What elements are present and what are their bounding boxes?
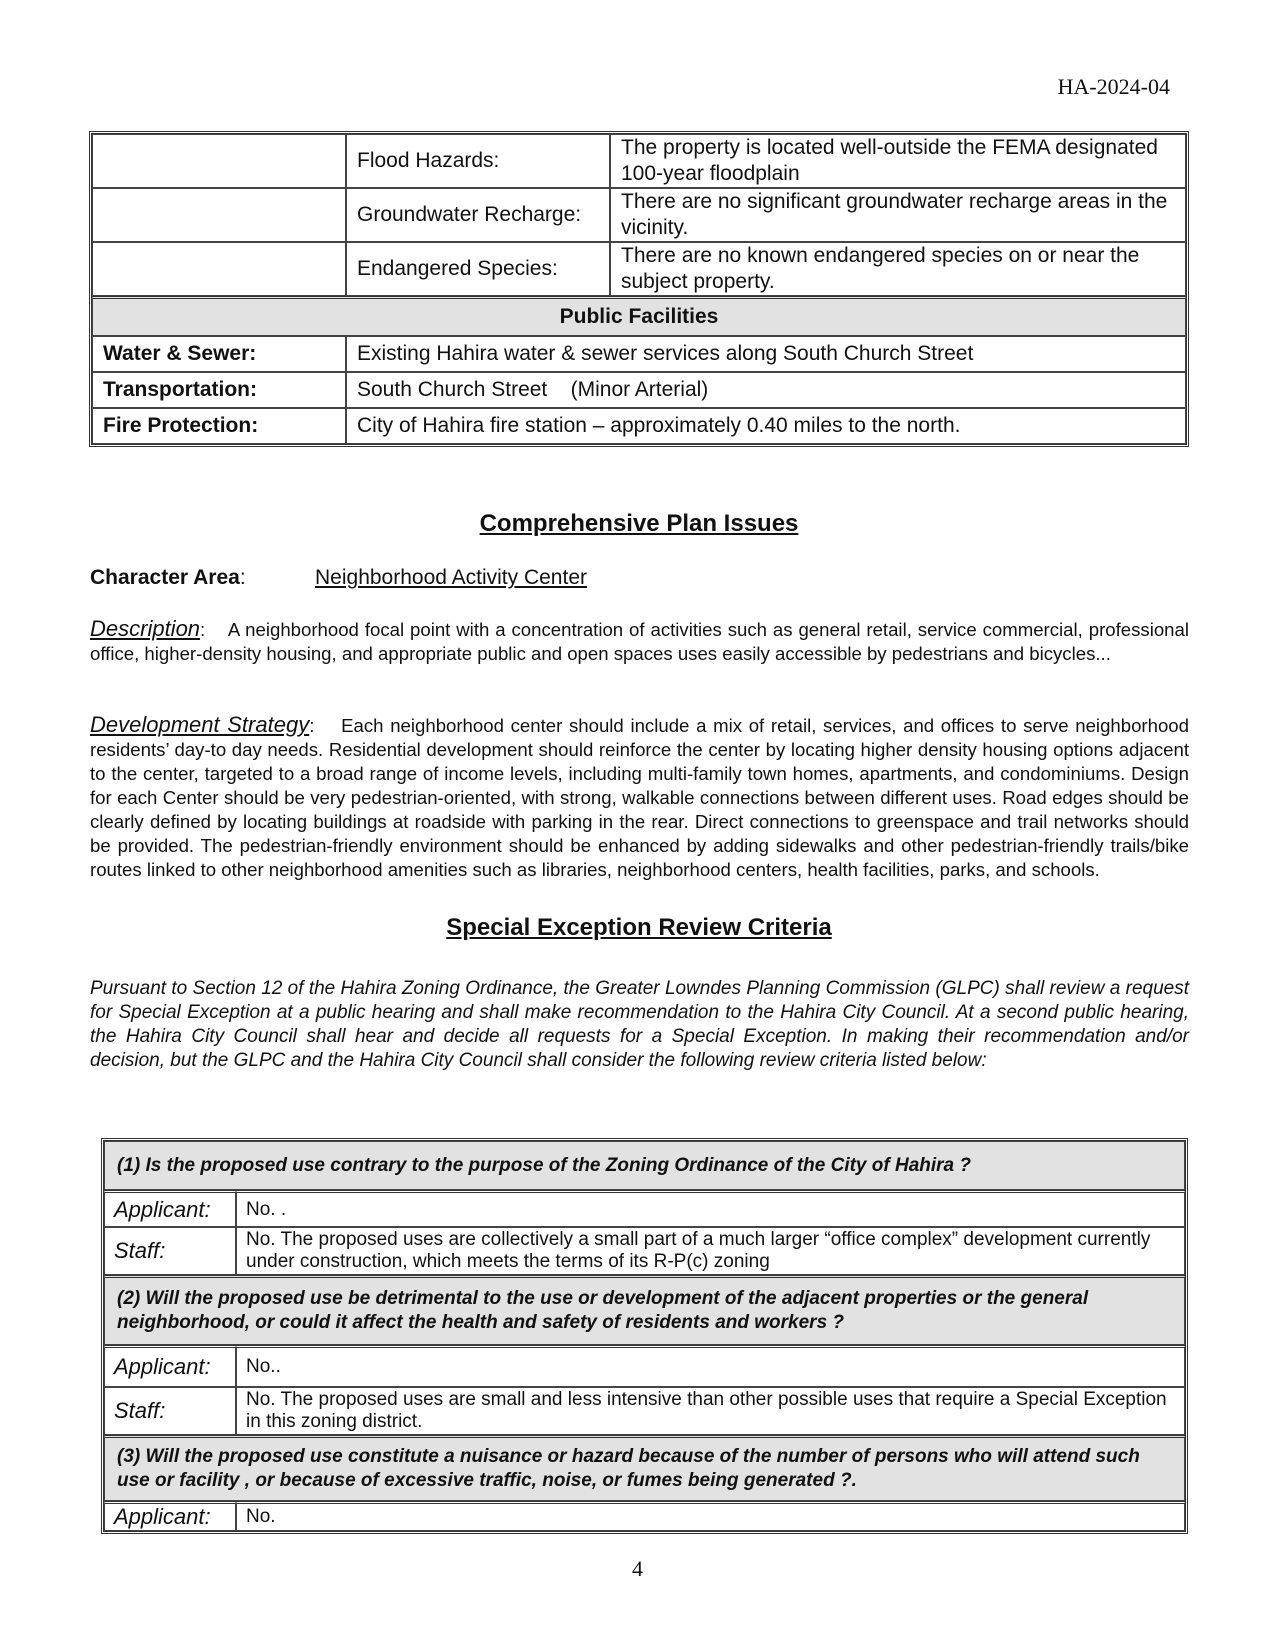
description-label: Description (90, 616, 201, 641)
table-row (92, 336, 1186, 372)
row-label: Water & Sewer: (92, 336, 346, 372)
staff-answer: No. The proposed uses are small and less intensive than other possible uses that require a Special Exception in this zoning district. (236, 1387, 1185, 1435)
table-row (92, 242, 1186, 296)
table-row (92, 134, 1186, 188)
table-row (92, 408, 1186, 444)
public-facilities-heading: Public Facilities (92, 296, 1186, 336)
table-row (104, 1345, 1185, 1387)
row-value: South Church Street (Minor Arterial) (346, 372, 1186, 408)
strategy-label: Development Strategy (90, 712, 310, 737)
empty-cell (92, 242, 346, 296)
table-row (104, 1501, 1185, 1531)
colon: : (239, 566, 246, 589)
row-value: City of Hahira fire station – approximately 0.40 miles to the north. (346, 408, 1186, 444)
row-label: Endangered Species: (346, 242, 610, 296)
table-row (104, 1227, 1185, 1275)
applicant-label: Applicant: (104, 1345, 236, 1387)
row-label: Groundwater Recharge: (346, 188, 610, 242)
table-row (104, 1190, 1185, 1227)
row-value: Existing Hahira water & sewer services along South Church Street (346, 336, 1186, 372)
applicant-label: Applicant: (104, 1501, 236, 1531)
applicant-answer: No.. (236, 1345, 1185, 1387)
row-value: There are no significant groundwater recharge areas in the vicinity. (610, 188, 1186, 242)
strategy-text: Each neighborhood center should include a mix of retail, services, and offices to serve neighborhood residents’ day-to day needs. Residential development should reinforce the center by locating higher density housing options adjacent to the center, targeted to a broad range of income levels, including multi-family town homes, apartments, and condominiums. Design for each Center should be very pedestrian-oriented, with strong, walkable connections between different uses. Road edges should be clearly defined by locating buildings at roadside with parking in the rear. Direct connections to greenspace and trail networks should be provided. The pedestrian-friendly environment should be enhanced by adding sidewalks and other pedestrian-friendly trails/bike routes linked to other neighborhood amenities such as libraries, neighborhood centers, health facilities, parks, and schools. (90, 715, 1189, 880)
character-area-label: Character Area (90, 566, 240, 589)
staff-label: Staff: (104, 1387, 236, 1435)
comprehensive-plan-heading: Comprehensive Plan Issues (479, 510, 799, 537)
row-value: The property is located well-outside the FEMA designated 100-year floodplain (610, 134, 1186, 188)
staff-label: Staff: (104, 1227, 236, 1275)
table-row (92, 372, 1186, 408)
table-row (104, 1387, 1185, 1435)
applicant-label: Applicant: (104, 1190, 236, 1227)
special-exception-heading: Special Exception Review Criteria (446, 914, 832, 941)
criterion-question: (2) Will the proposed use be detrimental to the use or development of the adjacent properties or the general neighborhood, or could it affect the health and safety of residents and workers ? (104, 1275, 1185, 1345)
empty-cell (92, 134, 346, 188)
strategy-paragraph: Development Strategy: Each neighborhood center should include a mix of retail, services, and offices to serve neighborhood residents’ day-to day needs. Residential development should reinforce the center by locating higher density housing options adjacent to the center, targeted to a broad range of income levels, including multi-family town homes, apartments, and condominiums. Design for each Center should be very pedestrian-oriented, with strong, walkable connections between different uses. Road edges should be clearly defined by locating buildings at roadside with parking in the rear. Direct connections to greenspace and trail networks should be provided. The pedestrian-friendly environment should be enhanced by adding sidewalks and other pedestrian-friendly trails/bike routes linked to other neighborhood amenities such as libraries, neighborhood centers, health facilities, parks, and schools. (90, 712, 1189, 880)
character-area-value: Neighborhood Activity Center (315, 566, 587, 589)
document-id: HA-2024-04 (1057, 74, 1170, 99)
applicant-answer: No. . (236, 1190, 1185, 1227)
review-criteria-table (101, 1138, 1188, 1534)
page-number: 4 (632, 1556, 643, 1581)
section-header-row (92, 296, 1186, 336)
criterion-question-row (104, 1275, 1185, 1345)
row-value: There are no known endangered species on or near the subject property. (610, 242, 1186, 296)
applicant-answer: No. (236, 1501, 1185, 1531)
staff-answer: No. The proposed uses are collectively a small part of a much larger “office complex” development currently under construction, which meets the terms of its R-P(c) zoning (236, 1227, 1185, 1275)
criterion-question: (1) Is the proposed use contrary to the purpose of the Zoning Ordinance of the City of Hahira ? (104, 1141, 1185, 1190)
row-label: Transportation: (92, 372, 346, 408)
criterion-question: (3) Will the proposed use constitute a nuisance or hazard because of the number of persons who will attend such use or facility , or because of excessive traffic, noise, or fumes being generated ?. (104, 1435, 1185, 1501)
special-exception-intro: Pursuant to Section 12 of the Hahira Zoning Ordinance, the Greater Lowndes Planning Commission (GLPC) shall review a request for Special Exception at a public hearing and shall make recommendation to the Hahira City Council. At a second public hearing, the Hahira City Council shall hear and decide all requests for a Special Exception. In making their recommendation and/or decision, but the GLPC and the Hahira City Council shall consider the following review criteria listed below: (90, 978, 1189, 1071)
row-label: Flood Hazards: (346, 134, 610, 188)
criterion-question-row (104, 1435, 1185, 1501)
description-text: A neighborhood focal point with a concentration of activities such as general retail, service commercial, professional office, higher-density housing, and appropriate public and open spaces uses easily accessible by pedestrians and bicycles... (90, 619, 1189, 664)
row-label: Fire Protection: (92, 408, 346, 444)
character-area (90, 566, 587, 590)
description-paragraph: Description: A neighborhood focal point with a concentration of activities such as general retail, service commercial, professional office, higher-density housing, and appropriate public and open spaces uses easily accessible by pedestrians and bicycles... (90, 616, 1189, 664)
site-conditions-table (89, 131, 1189, 447)
empty-cell (92, 188, 346, 242)
table-row (92, 188, 1186, 242)
criterion-question-row (104, 1141, 1185, 1190)
